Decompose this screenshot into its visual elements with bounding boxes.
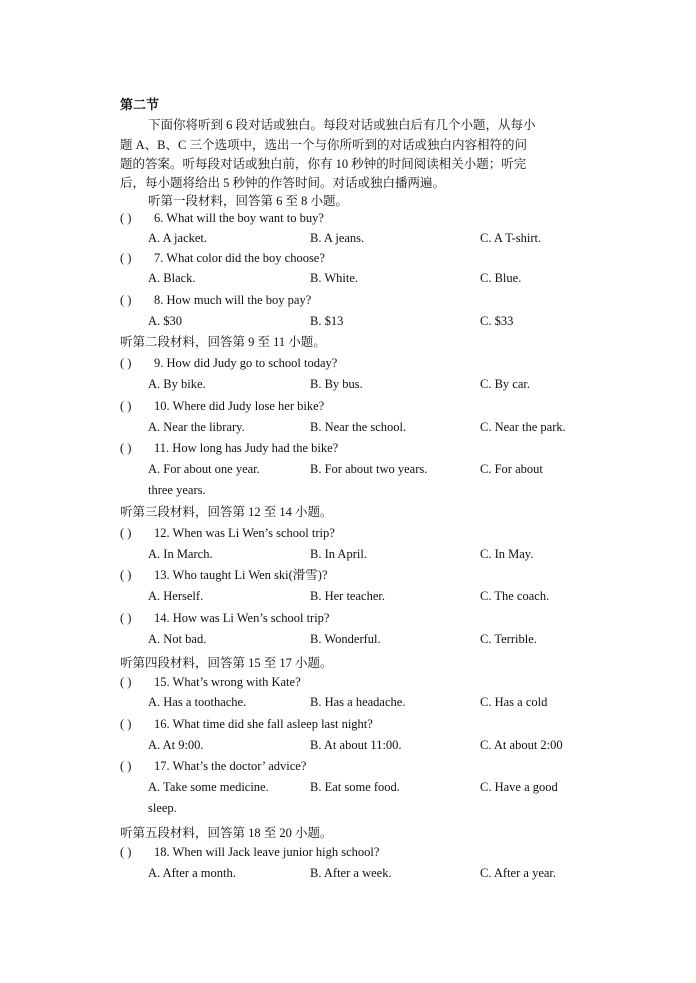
- option-c: C. A T-shirt.: [480, 231, 542, 245]
- answer-bracket: ( ): [120, 441, 132, 455]
- option-b: B. At about 11:00.: [310, 738, 402, 752]
- option-b: B. Eat some food.: [310, 780, 400, 794]
- option-b: B. A jeans.: [310, 231, 365, 245]
- option-a: A. $30: [148, 314, 183, 328]
- answer-bracket: ( ): [120, 675, 132, 689]
- option-b: B. White.: [310, 271, 359, 285]
- group-heading: 听第一段材料，回答第 6 至 8 小题。: [148, 194, 349, 208]
- group-heading: 听第四段材料，回答第 15 至 17 小题。: [120, 656, 333, 670]
- option-b: B. Wonderful.: [310, 632, 381, 646]
- answer-bracket: ( ): [120, 568, 132, 582]
- option-c: C. Terrible.: [480, 632, 537, 646]
- option-wrap-text: sleep.: [148, 801, 177, 815]
- question-text: 13. Who taught Li Wen ski(滑雪)?: [154, 568, 328, 582]
- answer-bracket: ( ): [120, 356, 132, 370]
- question-text: 8. How much will the boy pay?: [154, 293, 312, 307]
- option-b: B. Has a headache.: [310, 695, 406, 709]
- answer-bracket: ( ): [120, 845, 132, 859]
- answer-bracket: ( ): [120, 293, 132, 307]
- option-b: B. By bus.: [310, 377, 363, 391]
- answer-bracket: ( ): [120, 717, 132, 731]
- option-c: C. By car.: [480, 377, 530, 391]
- option-wrap-text: three years.: [148, 483, 206, 497]
- answer-bracket: ( ): [120, 399, 132, 413]
- option-a: A. Herself.: [148, 589, 204, 603]
- option-c: C. Have a good: [480, 780, 558, 794]
- option-a: A. Near the library.: [148, 420, 245, 434]
- answer-bracket: ( ): [120, 759, 132, 773]
- option-a: A. Take some medicine.: [148, 780, 269, 794]
- option-a: A. For about one year.: [148, 462, 260, 476]
- question-text: 7. What color did the boy choose?: [154, 251, 325, 265]
- question-text: 11. How long has Judy had the bike?: [154, 441, 339, 455]
- option-b: B. For about two years.: [310, 462, 428, 476]
- option-b: B. $13: [310, 314, 344, 328]
- answer-bracket: ( ): [120, 211, 132, 225]
- instruction-line: 题的答案。听每段对话或独白前，你有 10 秒钟的时间阅读相关小题；听完: [120, 157, 527, 171]
- instruction-line: 题 A、B、C 三个选项中，选出一个与你所听到的对话或独白内容相符的问: [120, 138, 527, 152]
- option-b: B. In April.: [310, 547, 367, 561]
- question-text: 6. What will the boy want to buy?: [154, 211, 324, 225]
- question-text: 9. How did Judy go to school today?: [154, 356, 338, 370]
- option-a: A. At 9:00.: [148, 738, 204, 752]
- answer-bracket: ( ): [120, 611, 132, 625]
- question-text: 12. When was Li Wen’s school trip?: [154, 526, 335, 540]
- option-c: C. In May.: [480, 547, 534, 561]
- option-c: C. At about 2:00: [480, 738, 563, 752]
- option-c: C. $33: [480, 314, 514, 328]
- section-title: 第二节: [120, 97, 160, 112]
- option-a: A. In March.: [148, 547, 213, 561]
- instruction-line: 下面你将听到 6 段对话或独白。每段对话或独白后有几个小题，从每小: [148, 118, 536, 132]
- option-b: B. Her teacher.: [310, 589, 385, 603]
- option-c: C. Has a cold: [480, 695, 548, 709]
- group-heading: 听第二段材料，回答第 9 至 11 小题。: [120, 335, 326, 349]
- question-text: 17. What’s the doctor’ advice?: [154, 759, 307, 773]
- option-c: C. After a year.: [480, 866, 557, 880]
- option-b: B. After a week.: [310, 866, 392, 880]
- question-text: 18. When will Jack leave junior high school?: [154, 845, 380, 859]
- option-a: A. Black.: [148, 271, 196, 285]
- option-a: A. Has a toothache.: [148, 695, 247, 709]
- group-heading: 听第五段材料，回答第 18 至 20 小题。: [120, 826, 333, 840]
- answer-bracket: ( ): [120, 251, 132, 265]
- question-text: 10. Where did Judy lose her bike?: [154, 399, 325, 413]
- option-a: A. Not bad.: [148, 632, 207, 646]
- option-c: C. The coach.: [480, 589, 550, 603]
- answer-bracket: ( ): [120, 526, 132, 540]
- question-text: 16. What time did she fall asleep last night?: [154, 717, 373, 731]
- option-c: C. Near the park.: [480, 420, 566, 434]
- option-b: B. Near the school.: [310, 420, 407, 434]
- option-c: C. Blue.: [480, 271, 522, 285]
- option-a: A. By bike.: [148, 377, 206, 391]
- option-a: A. A jacket.: [148, 231, 208, 245]
- option-c: C. For about: [480, 462, 543, 476]
- group-heading: 听第三段材料，回答第 12 至 14 小题。: [120, 505, 333, 519]
- question-text: 14. How was Li Wen’s school trip?: [154, 611, 330, 625]
- question-text: 15. What’s wrong with Kate?: [154, 675, 301, 689]
- instruction-line: 后，每小题将给出 5 秒钟的作答时间。对话或独白播两遍。: [120, 176, 446, 190]
- option-a: A. After a month.: [148, 866, 236, 880]
